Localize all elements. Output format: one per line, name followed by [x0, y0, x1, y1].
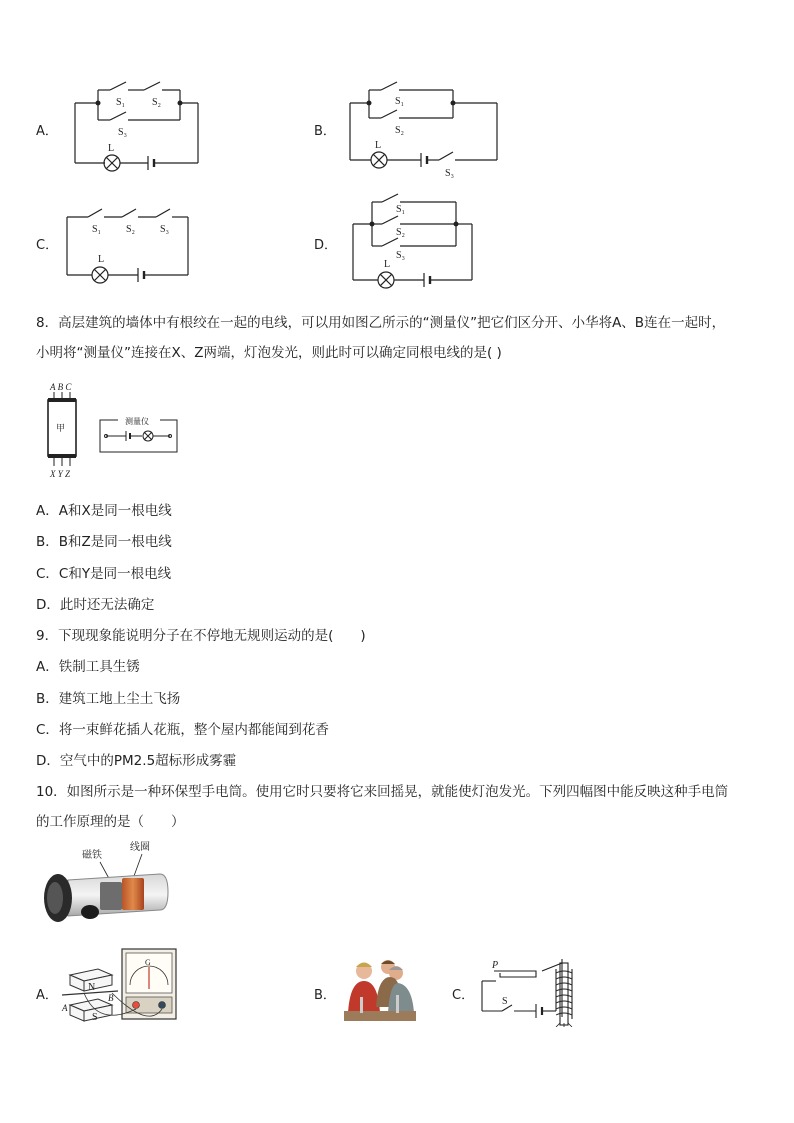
- q8-option-c[interactable]: C．C和Y是同一根电线: [36, 566, 172, 582]
- q8-option-b[interactable]: B．B和Z是同一根电线: [36, 534, 172, 550]
- q10-option-c-label[interactable]: C．: [452, 988, 475, 1003]
- q9-option-c[interactable]: C．将一束鲜花插人花瓶，整个屋内都能闻到花香: [36, 722, 329, 738]
- lamp-label: L: [108, 143, 115, 154]
- circuit-diagram-b: [345, 78, 505, 178]
- magnet-label: 磁铁: [82, 850, 102, 861]
- fig-top-labels: A B C: [50, 382, 72, 392]
- q9-stem: 9．下现现象能说明分子在不停地无规则运动的是( ): [36, 628, 366, 644]
- switch-s1-label: S₁: [396, 204, 406, 215]
- lamp-label: L: [98, 254, 105, 265]
- option-a-label: A．: [36, 124, 58, 139]
- switch-s3-label: S₃: [445, 168, 455, 178]
- fig-bottom-labels: X Y Z: [50, 469, 71, 479]
- switch-s2-label: S₂: [396, 227, 406, 238]
- switch-s2-label: S₂: [152, 97, 162, 108]
- q9-option-d[interactable]: D．空气中的PM2.5超标形成雾霾: [36, 753, 237, 769]
- q8-stem-line2: 小明将“测量仪”连接在X、Z两端，灯泡发光，则此时可以确定同根电线的是( ): [36, 345, 502, 361]
- switch-s1-label: S₁: [395, 96, 405, 107]
- q8-stem-line1: 8．高层建筑的墙体中有根绞在一起的电线，可以用如图乙所示的“测量仪”把它们区分开、小华将A、B连在一起时，: [36, 315, 726, 331]
- switch-s3-label: S₃: [118, 127, 128, 138]
- option-c-label: C．: [36, 238, 59, 253]
- fig-meter-label: 测量仪: [125, 417, 149, 426]
- q8-option-a[interactable]: A．A和X是同一根电线: [36, 503, 172, 519]
- switch-s3-label: S₃: [396, 250, 406, 261]
- q10-option-b-label[interactable]: B．: [314, 988, 336, 1003]
- option-d-label: D．: [314, 238, 338, 253]
- fig-c-s: S: [502, 996, 508, 1007]
- switch-s2-label: S₂: [126, 224, 136, 235]
- circuit-diagram-d: [348, 190, 478, 295]
- circuit-diagram-a: [70, 78, 205, 173]
- q8-figure: [40, 380, 185, 482]
- option-b-label: B．: [314, 124, 336, 139]
- coil-label: 线圈: [130, 842, 150, 853]
- q10-stem-line1: 10．如图所示是一种环保型手电筒。使用它时只要将它来回摇晃，就能使灯泡发光。下列四幅图中能反映这种手电筒: [36, 784, 729, 800]
- q10-stem-line2: 的工作原理的是（ ）: [36, 814, 185, 830]
- fig-c-p: P: [492, 960, 499, 971]
- q10-figure-c-electromagnet: [476, 955, 586, 1027]
- flashlight-image: [38, 840, 173, 935]
- q9-option-b[interactable]: B．建筑工地上尘土飞扬: [36, 691, 181, 707]
- fig-box-label: 甲: [56, 423, 66, 433]
- q9-option-a[interactable]: A．铁制工具生锈: [36, 659, 140, 675]
- fig-a-n: N: [88, 982, 96, 993]
- q8-option-d[interactable]: D．此时还无法确定: [36, 597, 155, 613]
- fig-a-b: B: [108, 993, 114, 1003]
- switch-s1-label: S₁: [116, 97, 126, 108]
- switch-s1-label: S₁: [92, 224, 102, 235]
- q10-figure-b-photo: [340, 955, 420, 1025]
- circuit-diagram-c: [62, 205, 197, 287]
- q10-option-a-label[interactable]: A．: [36, 988, 58, 1003]
- lamp-label: L: [375, 140, 382, 151]
- fig-a-s: S: [92, 1012, 98, 1023]
- fig-a-a: A: [62, 1003, 68, 1013]
- fig-a-g: G: [145, 958, 151, 967]
- q10-figure-a-generator: [58, 945, 183, 1025]
- lamp-label: L: [384, 259, 391, 270]
- switch-s3-label: S₃: [160, 224, 170, 235]
- switch-s2-label: S₂: [395, 125, 405, 136]
